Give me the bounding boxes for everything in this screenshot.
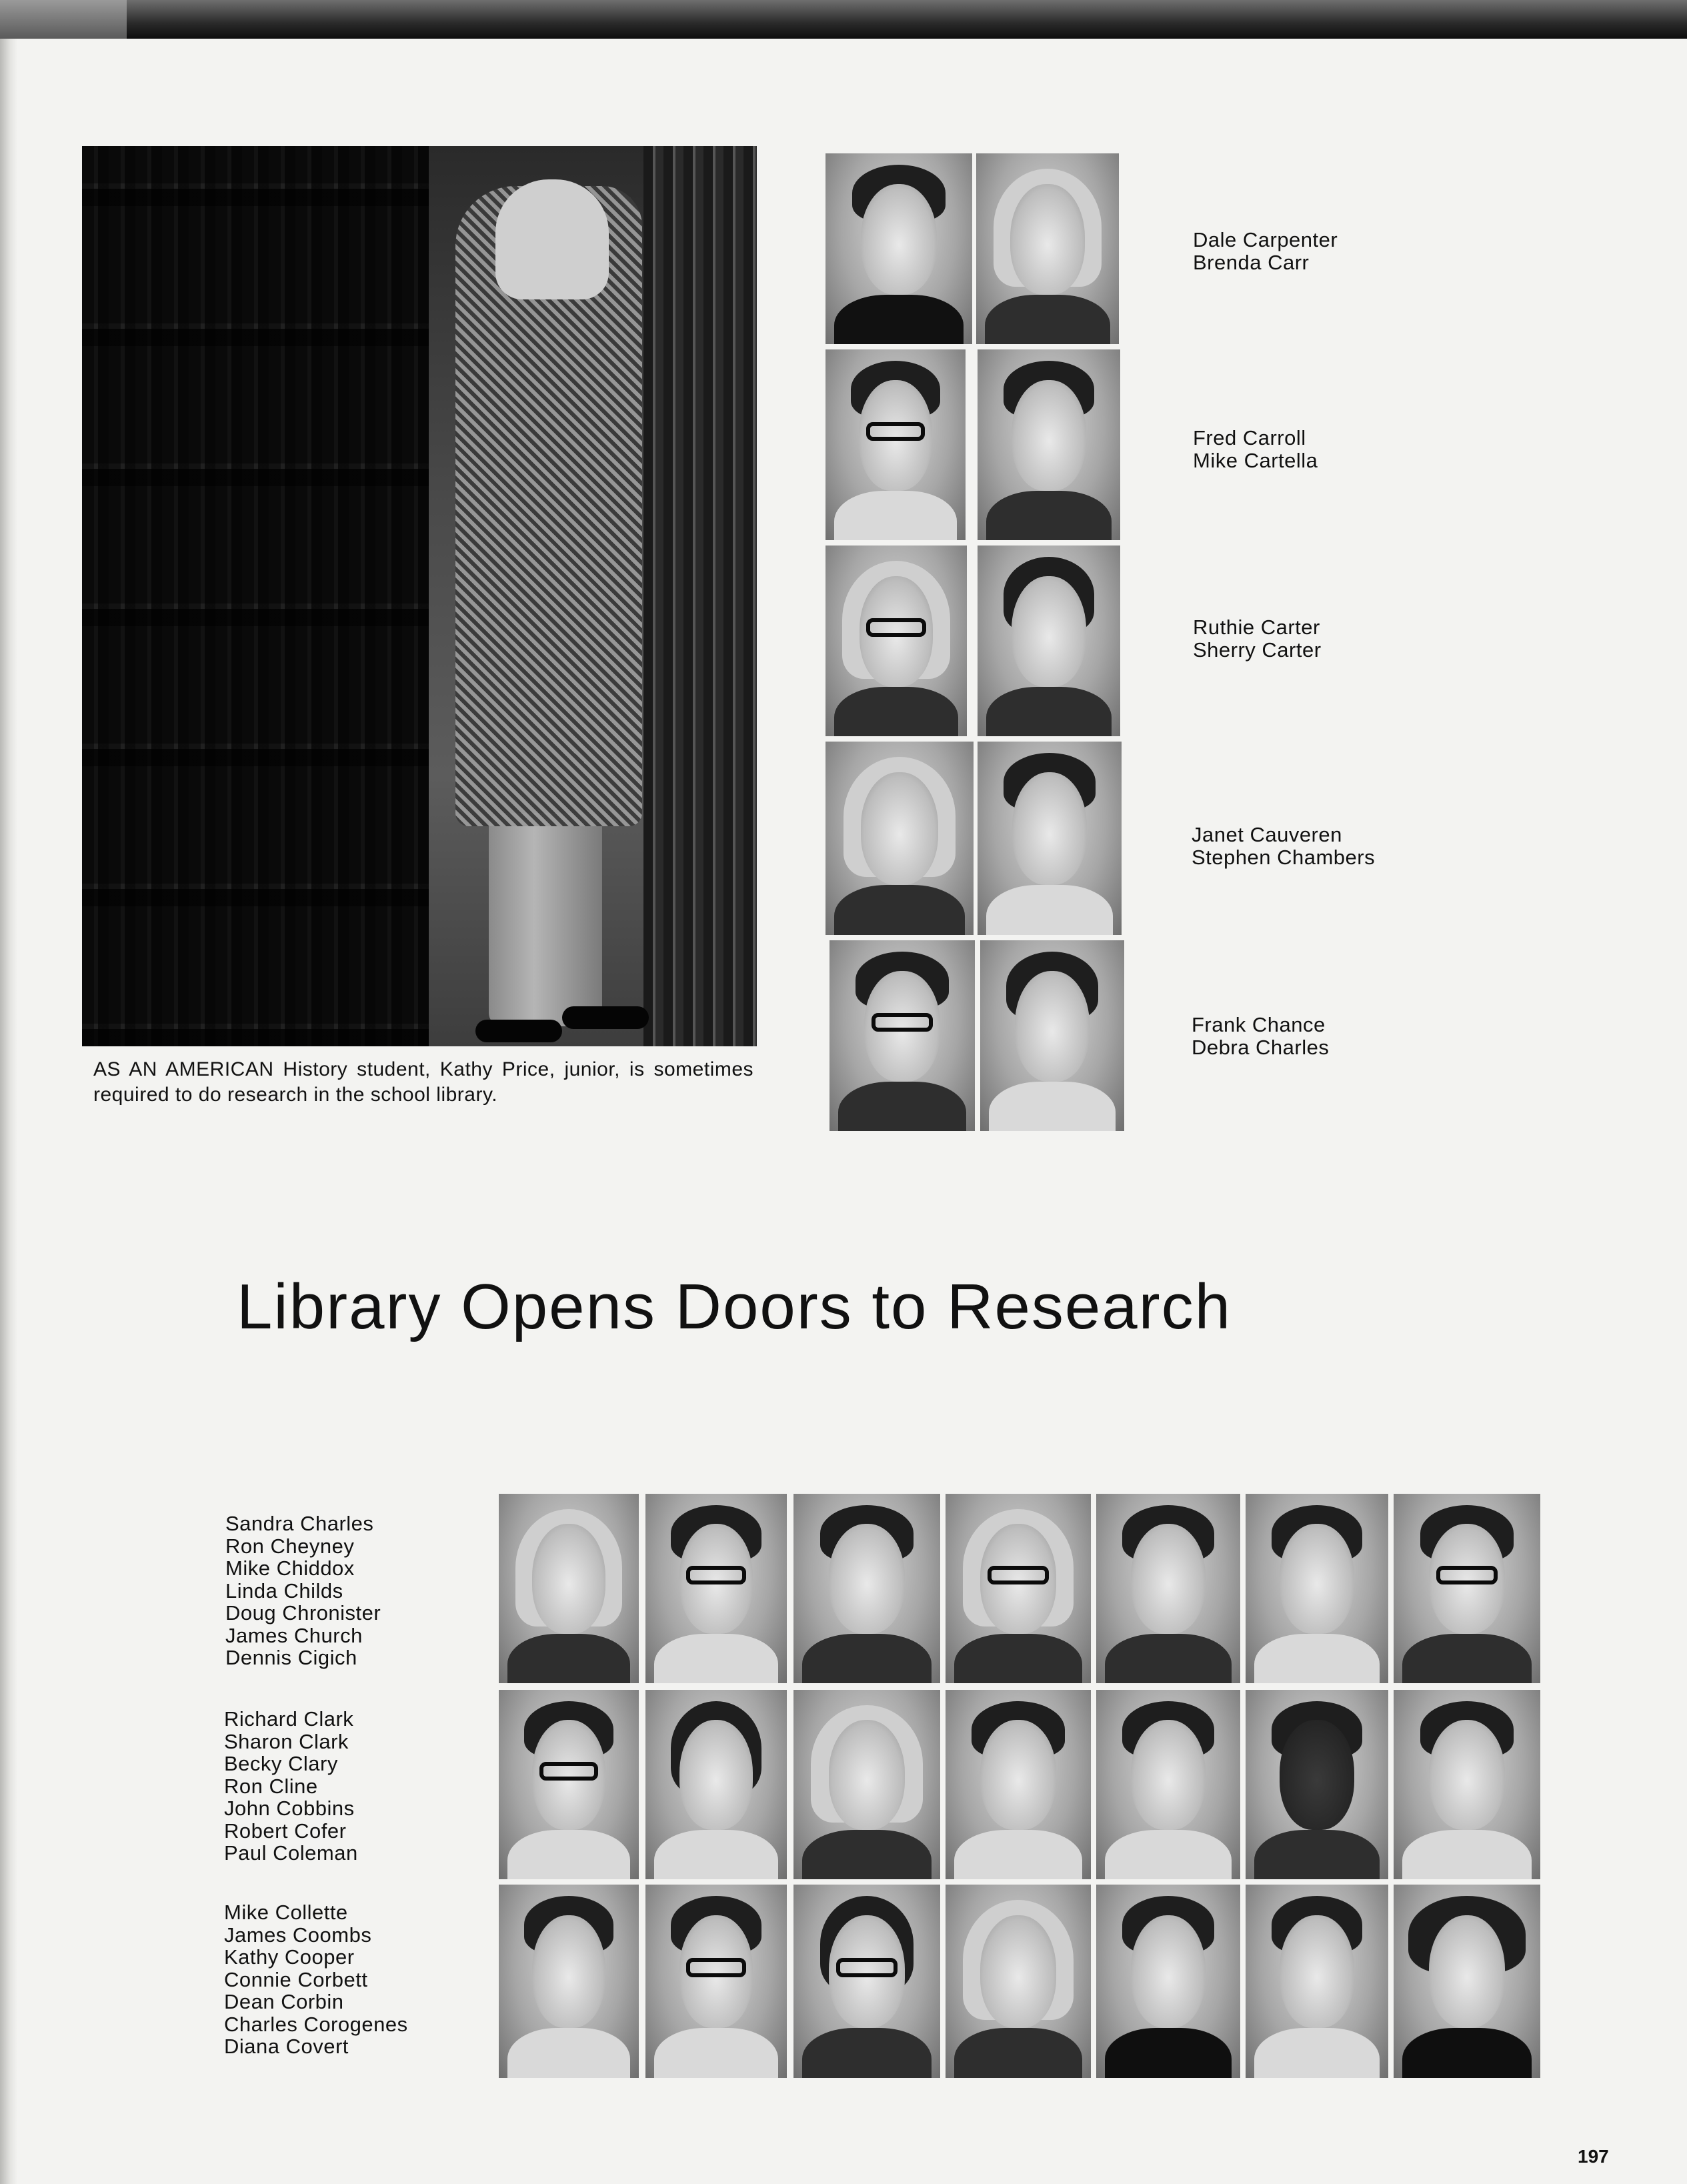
portrait bbox=[946, 1885, 1091, 2078]
student-name: Dean Corbin bbox=[224, 1990, 344, 2013]
page-number: 197 bbox=[1578, 2146, 1609, 2167]
bookshelf-left bbox=[82, 146, 429, 1046]
portrait bbox=[1394, 1885, 1540, 2078]
scan-top-left-corner bbox=[0, 0, 127, 39]
portrait bbox=[976, 153, 1119, 344]
portrait bbox=[499, 1494, 639, 1683]
student-name: James Church bbox=[225, 1623, 363, 1647]
student-hair bbox=[495, 179, 609, 299]
row-name-list bbox=[224, 1901, 408, 2058]
portrait bbox=[829, 940, 975, 1131]
student-name: Janet Cauveren bbox=[1192, 823, 1342, 846]
student-name: Sherry Carter bbox=[1193, 638, 1322, 662]
portrait-names bbox=[1192, 824, 1375, 869]
portrait bbox=[645, 1690, 787, 1879]
row-name-list bbox=[224, 1708, 358, 1865]
portrait bbox=[1246, 1885, 1388, 2078]
portrait bbox=[1246, 1690, 1388, 1879]
portrait bbox=[978, 349, 1120, 540]
student-name: Mike Collette bbox=[224, 1901, 348, 1924]
student-name: Mike Cartella bbox=[1193, 449, 1318, 472]
portrait bbox=[645, 1885, 787, 2078]
portrait bbox=[946, 1690, 1091, 1879]
portrait bbox=[978, 545, 1120, 736]
row-name-list bbox=[225, 1512, 381, 1669]
portrait bbox=[1096, 1885, 1240, 2078]
student-name: Charles Corogenes bbox=[224, 2012, 408, 2036]
portrait bbox=[1394, 1494, 1540, 1683]
photo-caption: AS AN AMERICAN History student, Kathy Price, junior, is sometimes required to do research in the school library. bbox=[93, 1058, 753, 1106]
student-name: Debra Charles bbox=[1192, 1036, 1330, 1059]
portrait bbox=[499, 1690, 639, 1879]
student-name: Linda Childs bbox=[225, 1578, 343, 1602]
student-name: Robert Cofer bbox=[224, 1819, 347, 1843]
student-name: Dale Carpenter bbox=[1193, 228, 1338, 251]
portrait-names bbox=[1193, 616, 1322, 662]
student-name: Connie Corbett bbox=[224, 1967, 368, 1991]
student-name: Paul Coleman bbox=[224, 1841, 358, 1865]
portrait bbox=[645, 1494, 787, 1683]
student-name: Ron Cheyney bbox=[225, 1534, 355, 1558]
portrait bbox=[978, 742, 1122, 935]
student-legs bbox=[489, 813, 602, 1026]
student-name: Diana Covert bbox=[224, 2035, 349, 2058]
portrait bbox=[1394, 1690, 1540, 1879]
portrait bbox=[793, 1885, 940, 2078]
portrait bbox=[793, 1494, 940, 1683]
student-name: Sandra Charles bbox=[225, 1512, 374, 1535]
portrait bbox=[825, 153, 972, 344]
portrait bbox=[825, 545, 967, 736]
student-name: Dennis Cigich bbox=[225, 1646, 357, 1669]
portrait bbox=[1096, 1494, 1240, 1683]
student-name: Richard Clark bbox=[224, 1707, 354, 1731]
student-name: Doug Chronister bbox=[225, 1601, 381, 1624]
student-name: Sharon Clark bbox=[224, 1729, 349, 1753]
portrait bbox=[1096, 1690, 1240, 1879]
student-name: Becky Clary bbox=[224, 1752, 338, 1775]
portrait bbox=[793, 1690, 940, 1879]
page-gutter-shadow bbox=[0, 39, 17, 2184]
portrait bbox=[825, 349, 966, 540]
student-name: Ron Cline bbox=[224, 1774, 318, 1798]
library-photo bbox=[82, 146, 757, 1046]
portrait-names bbox=[1193, 229, 1338, 274]
student-name: Mike Chiddox bbox=[225, 1556, 355, 1580]
student-name: Ruthie Carter bbox=[1193, 616, 1320, 639]
student-shoe-left bbox=[475, 1020, 562, 1042]
student-name: Brenda Carr bbox=[1193, 251, 1310, 274]
student-shoe-right bbox=[562, 1006, 649, 1029]
portrait-names bbox=[1192, 1014, 1329, 1059]
portrait bbox=[946, 1494, 1091, 1683]
student-name: James Coombs bbox=[224, 1923, 372, 1947]
scan-top-edge bbox=[0, 0, 1687, 39]
page-headline: Library Opens Doors to Research bbox=[237, 1271, 1232, 1342]
student-name: Kathy Cooper bbox=[224, 1945, 355, 1969]
bookshelf-right bbox=[643, 146, 757, 1046]
portrait bbox=[825, 742, 974, 935]
portrait bbox=[980, 940, 1124, 1131]
student-name: Stephen Chambers bbox=[1192, 846, 1376, 869]
portrait bbox=[1246, 1494, 1388, 1683]
student-name: John Cobbins bbox=[224, 1797, 355, 1820]
portrait bbox=[499, 1885, 639, 2078]
portrait-names bbox=[1193, 427, 1318, 472]
student-name: Frank Chance bbox=[1192, 1013, 1326, 1036]
student-name: Fred Carroll bbox=[1193, 426, 1306, 449]
